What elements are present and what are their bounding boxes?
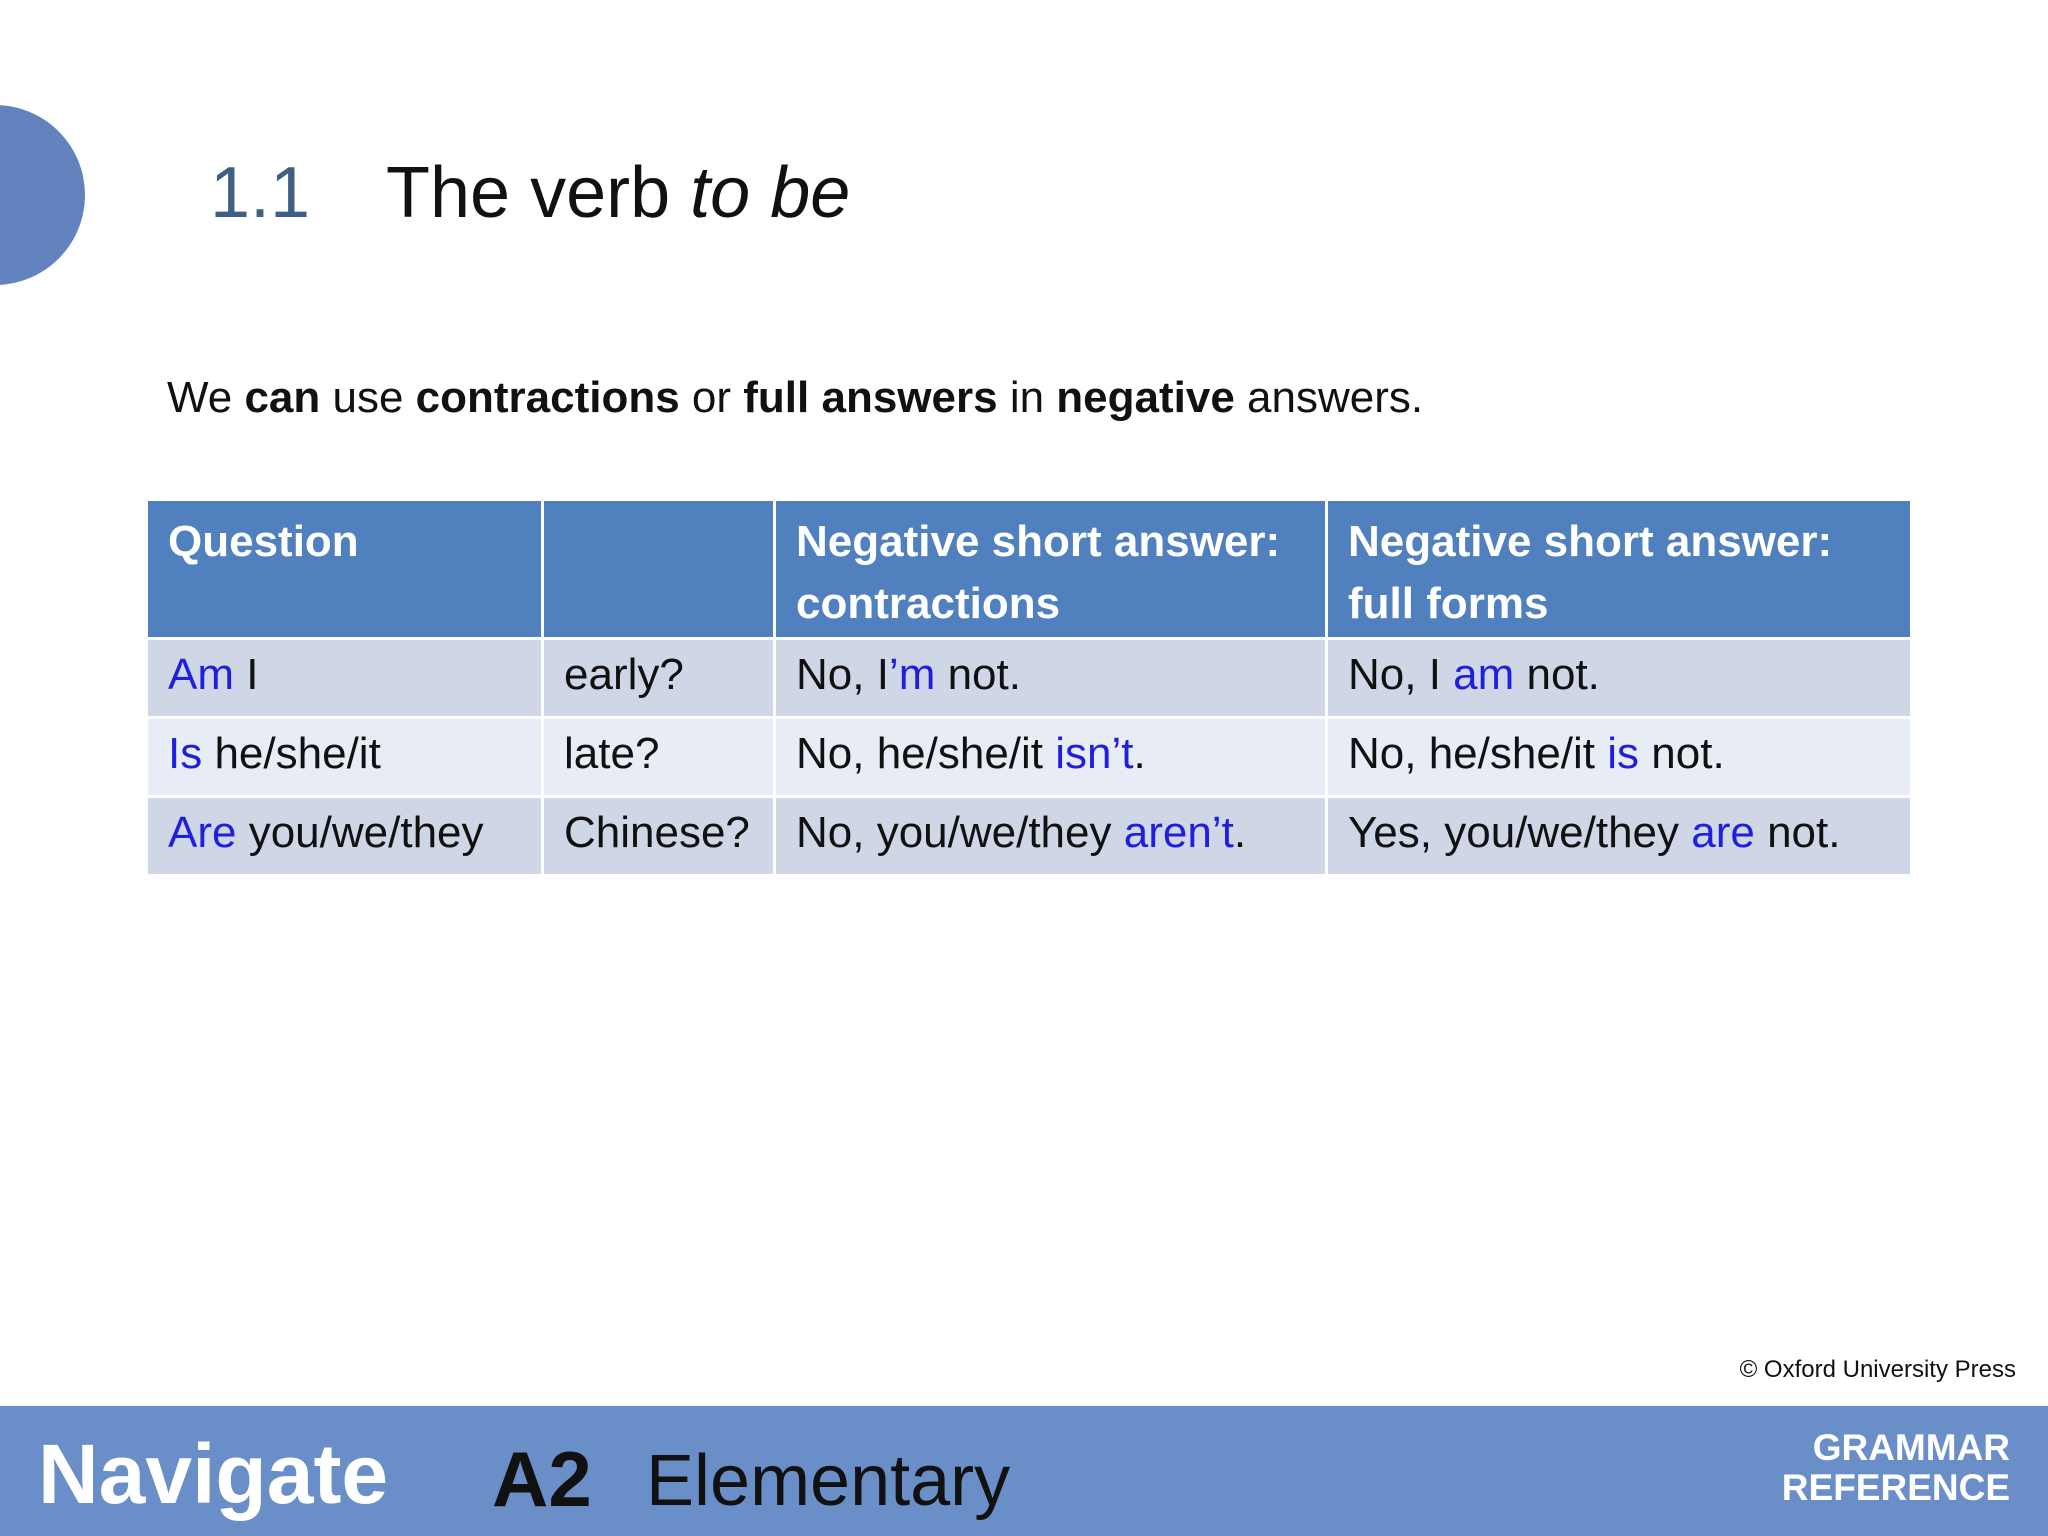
- answer-verb: are: [1691, 808, 1755, 857]
- answer-post: not.: [1514, 650, 1600, 699]
- verb: Am: [168, 650, 234, 699]
- intro-part: or: [679, 373, 744, 422]
- level-code: A2: [492, 1435, 592, 1523]
- tag-line-2: REFERENCE: [1781, 1467, 2010, 1508]
- answer-pre: No, I: [1348, 650, 1454, 699]
- full-form-cell: [1327, 639, 1912, 718]
- intro-part: in: [997, 373, 1057, 422]
- intro-bold: contractions: [415, 373, 680, 422]
- answer-pre: Yes, you/we/they: [1348, 808, 1692, 857]
- intro-bold: can: [244, 373, 321, 422]
- subject: you/we/they: [236, 808, 484, 857]
- complement-cell: [543, 639, 775, 718]
- answer-post: .: [1133, 729, 1146, 778]
- table-row: [147, 797, 1912, 876]
- answer-pre: No, he/she/it: [1348, 729, 1608, 778]
- answer-pre: No, I: [796, 650, 889, 699]
- section-number: 1.1: [210, 153, 311, 233]
- answer-post: not.: [935, 650, 1021, 699]
- copyright-notice: © Oxford University Press: [1739, 1356, 2016, 1383]
- question-cell: [147, 797, 543, 876]
- slide-title: [210, 148, 850, 238]
- complement: late?: [564, 729, 660, 778]
- subject: he/she/it: [202, 729, 381, 778]
- complement-cell: [543, 718, 775, 797]
- answer-post: .: [1233, 808, 1247, 857]
- answer-verb: aren’t: [1123, 808, 1234, 857]
- intro-bold: negative: [1056, 373, 1235, 422]
- full-form-cell: [1327, 718, 1912, 797]
- complement: early?: [564, 650, 684, 699]
- full-form-cell: [1327, 797, 1912, 876]
- corner-decorative-circle: [0, 105, 85, 285]
- header-full-line1: Negative short answer:: [1348, 517, 1833, 566]
- header-contractions: [775, 500, 1327, 639]
- intro-sentence: [167, 368, 1423, 428]
- intro-part: use: [320, 373, 416, 422]
- intro-part: We: [167, 373, 245, 422]
- complement: Chinese?: [564, 808, 750, 857]
- question-cell: [147, 718, 543, 797]
- title-plain: The verb: [386, 153, 691, 233]
- contraction-cell: [775, 718, 1327, 797]
- intro-part: answers.: [1234, 373, 1424, 422]
- header-contractions-line2: contractions: [796, 579, 1061, 628]
- intro-bold: full answers: [743, 373, 998, 422]
- answer-post: not.: [1754, 808, 1841, 857]
- table-header-row: [147, 500, 1912, 639]
- answer-verb: ’m: [888, 650, 936, 699]
- header-empty: [543, 500, 775, 639]
- table-row: [147, 639, 1912, 718]
- subject: I: [234, 650, 259, 699]
- title-text: [386, 148, 850, 238]
- question-cell: [147, 639, 543, 718]
- header-full-forms: [1327, 500, 1912, 639]
- tag-line-1: GRAMMAR: [1812, 1427, 2010, 1468]
- footer-bar: [0, 1406, 2048, 1536]
- header-question: [147, 500, 543, 639]
- header-question-label: Question: [168, 517, 359, 566]
- brand-logo-text: Navigate: [38, 1427, 389, 1521]
- complement-cell: [543, 797, 775, 876]
- contraction-cell: [775, 639, 1327, 718]
- verb: Are: [168, 808, 237, 857]
- verb: Is: [168, 729, 203, 778]
- answer-post: not.: [1639, 729, 1725, 778]
- grammar-table: [145, 498, 1913, 877]
- answer-verb: am: [1453, 650, 1515, 699]
- grammar-reference-tag: [1782, 1428, 2010, 1508]
- header-contractions-line1: Negative short answer:: [796, 517, 1281, 566]
- contraction-cell: [775, 797, 1327, 876]
- answer-verb: is: [1607, 729, 1640, 778]
- table-row: [147, 718, 1912, 797]
- answer-pre: No, you/we/they: [796, 808, 1124, 857]
- level-name: Elementary: [646, 1441, 1011, 1521]
- header-full-line2: full forms: [1348, 579, 1549, 628]
- title-italic: to be: [690, 153, 851, 233]
- answer-verb: isn’t: [1055, 729, 1134, 778]
- answer-pre: No, he/she/it: [796, 729, 1056, 778]
